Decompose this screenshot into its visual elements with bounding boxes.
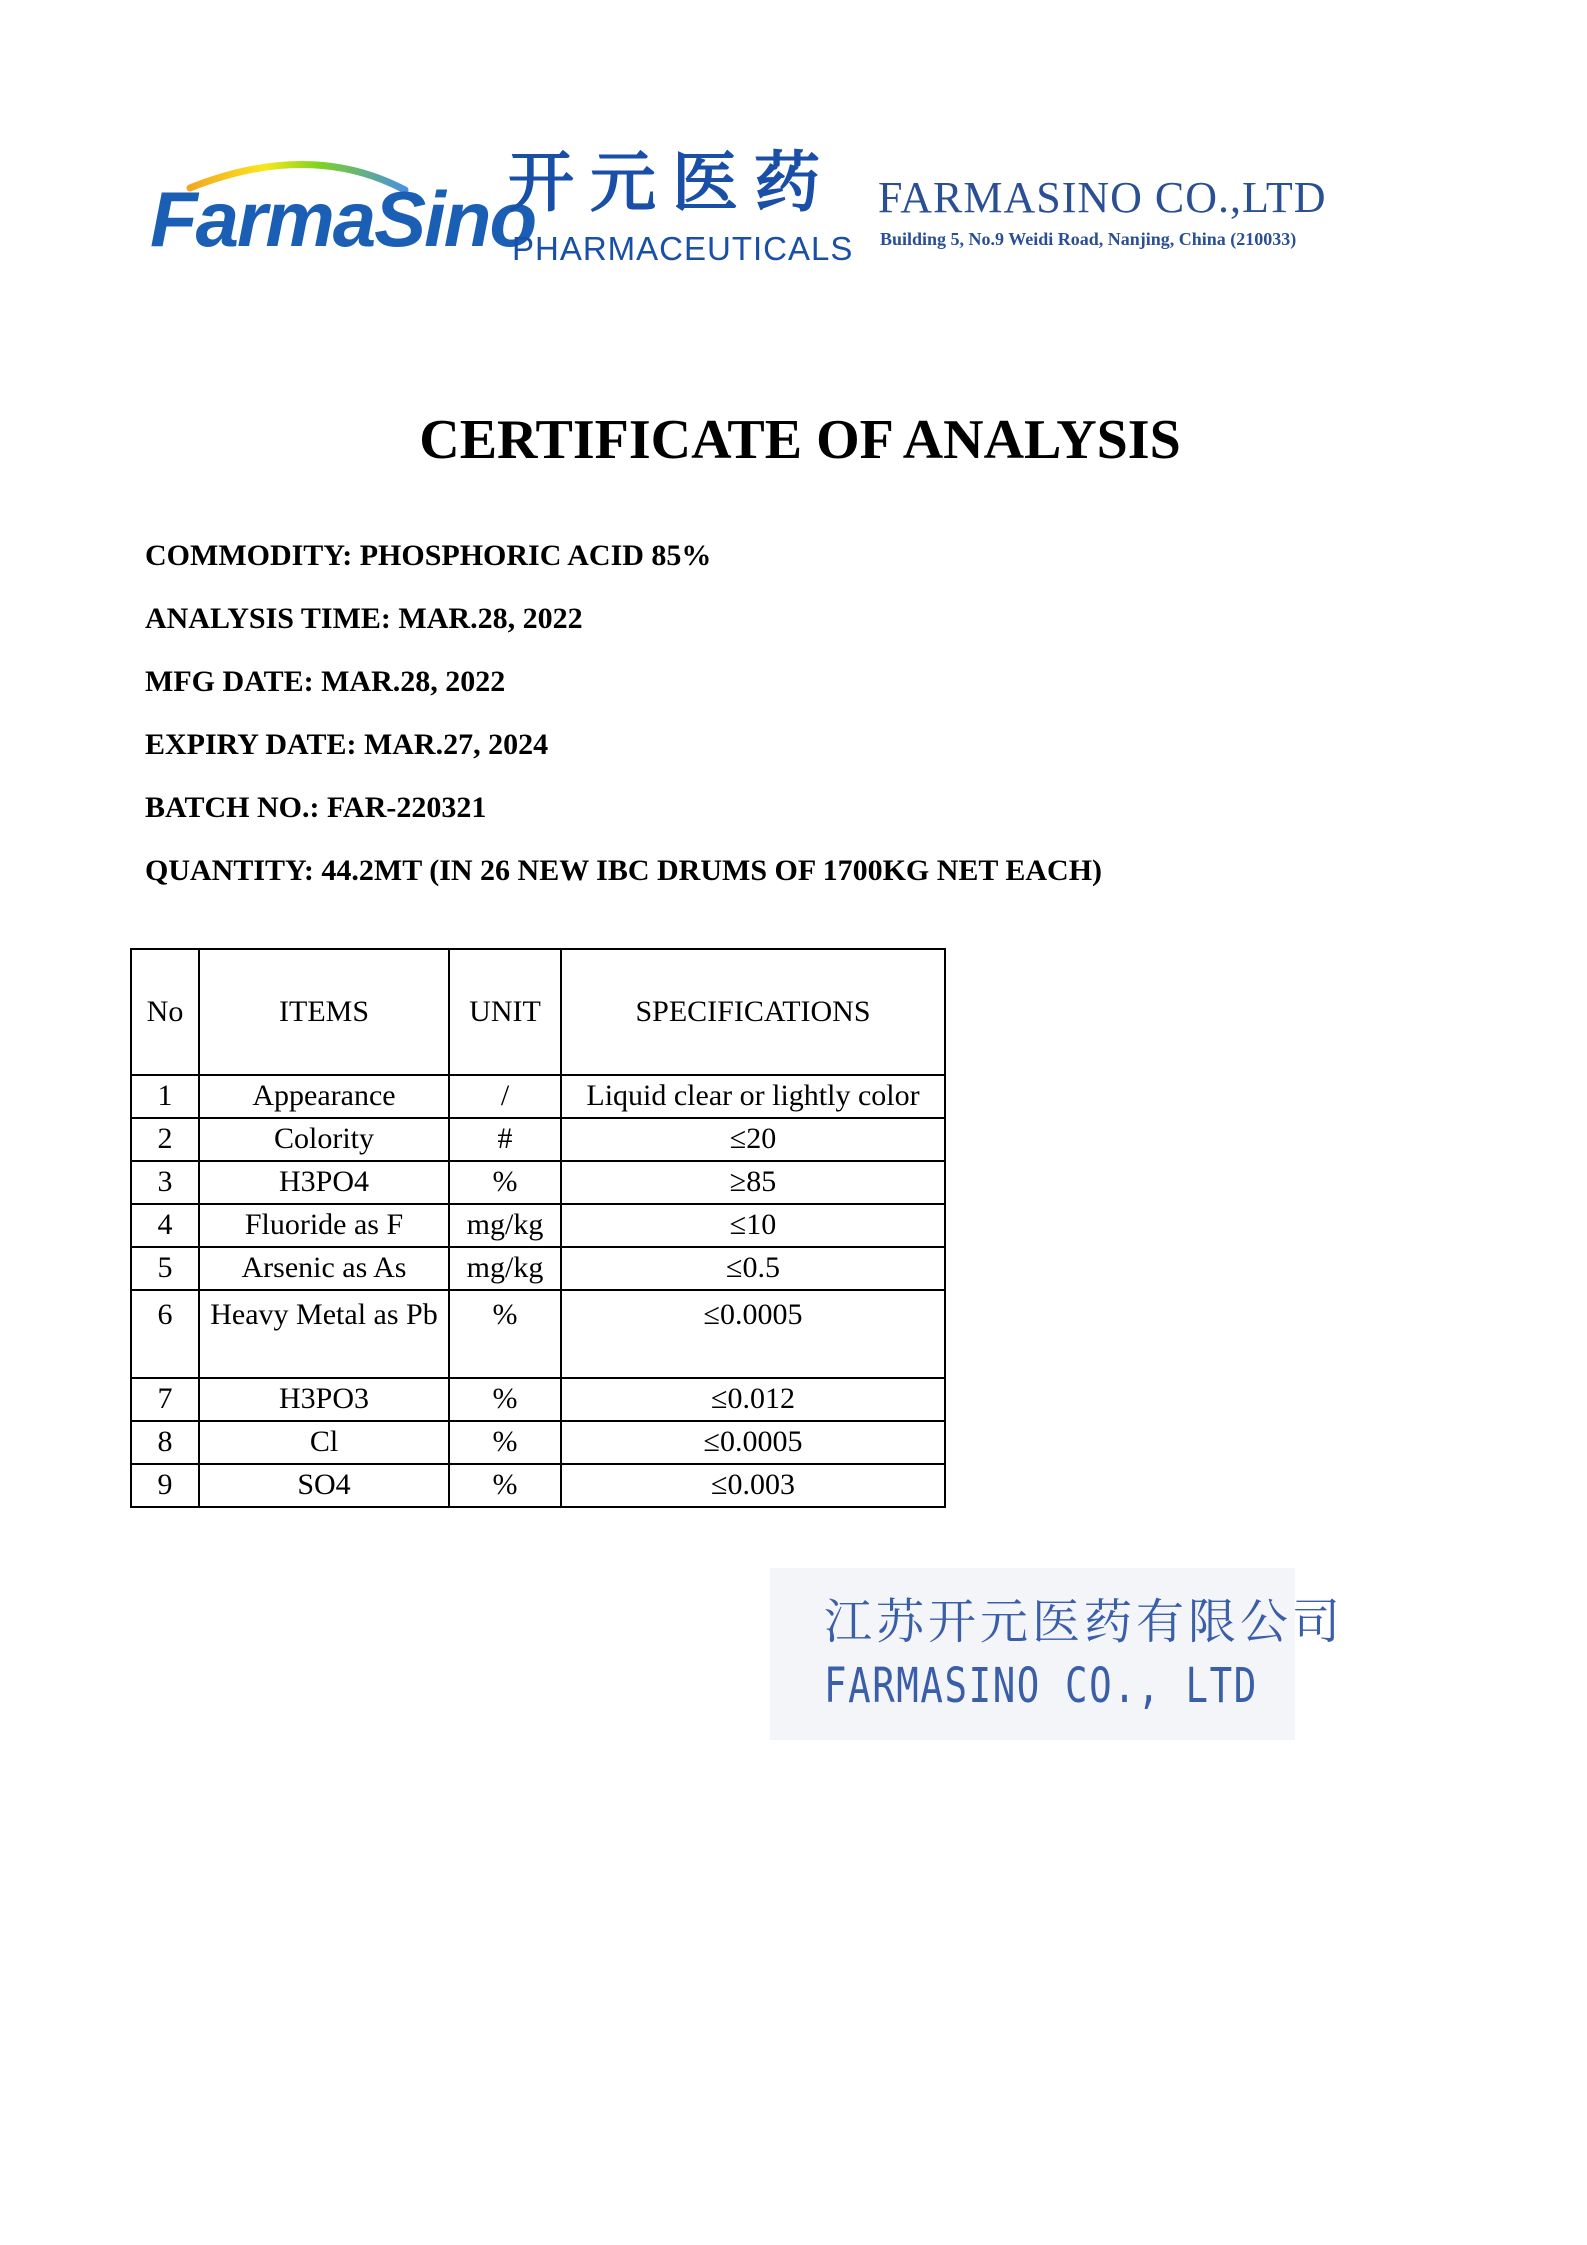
company-stamp <box>770 1568 1345 1740</box>
cell-unit: / <box>449 1075 561 1118</box>
cell-no: 1 <box>131 1075 199 1118</box>
cell-no: 2 <box>131 1118 199 1161</box>
table-row <box>131 1075 945 1118</box>
cell-item: Appearance <box>199 1075 449 1118</box>
cell-item: SO4 <box>199 1464 449 1507</box>
table-row <box>131 1118 945 1161</box>
cell-unit: # <box>449 1118 561 1161</box>
cell-no: 4 <box>131 1204 199 1247</box>
shipment-details <box>145 541 1102 919</box>
cell-spec: ≤0.012 <box>561 1378 945 1421</box>
cell-item: Colority <box>199 1118 449 1161</box>
document-title: CERTIFICATE OF ANALYSIS <box>419 409 1181 471</box>
table-row <box>131 1161 945 1204</box>
stamp-chinese-name: 江苏开元医药有限公司 <box>824 1594 1345 1650</box>
table-row <box>131 1204 945 1247</box>
cell-no: 7 <box>131 1378 199 1421</box>
cell-no: 9 <box>131 1464 199 1507</box>
cell-unit: mg/kg <box>449 1204 561 1247</box>
header-specifications: SPECIFICATIONS <box>561 949 945 1075</box>
cell-spec: ≤0.0005 <box>561 1421 945 1464</box>
cell-spec: ≤0.5 <box>561 1247 945 1290</box>
cell-spec: ≤0.0005 <box>561 1290 945 1378</box>
cell-spec: ≥85 <box>561 1161 945 1204</box>
cell-no: 5 <box>131 1247 199 1290</box>
analysis-time-line: ANALYSIS TIME: MAR.28, 2022 <box>145 602 583 635</box>
header-items: ITEMS <box>199 949 449 1075</box>
cell-unit: % <box>449 1161 561 1204</box>
logo-chinese-name: 开元医药 <box>508 144 836 221</box>
cell-unit: mg/kg <box>449 1247 561 1290</box>
cell-unit: % <box>449 1464 561 1507</box>
logo-wordmark: FarmaSino <box>150 175 536 263</box>
cell-no: 8 <box>131 1421 199 1464</box>
commodity-line: COMMODITY: PHOSPHORIC ACID 85% <box>145 539 712 572</box>
analysis-table <box>130 948 946 1508</box>
cell-spec: ≤10 <box>561 1204 945 1247</box>
letterhead <box>0 0 1587 300</box>
cell-item: Arsenic as As <box>199 1247 449 1290</box>
cell-item: Heavy Metal as Pb <box>199 1290 449 1378</box>
batch-no-line: BATCH NO.: FAR-220321 <box>145 791 487 824</box>
cell-spec: ≤0.003 <box>561 1464 945 1507</box>
cell-item: H3PO3 <box>199 1378 449 1421</box>
expiry-date-line: EXPIRY DATE: MAR.27, 2024 <box>145 728 549 761</box>
header-no: No <box>131 949 199 1075</box>
table-row <box>131 1421 945 1464</box>
table-row <box>131 1247 945 1290</box>
company-name: FARMASINO CO.,LTD <box>878 173 1327 222</box>
mfg-date-line: MFG DATE: MAR.28, 2022 <box>145 665 506 698</box>
cell-no: 6 <box>131 1290 199 1378</box>
table-row <box>131 1378 945 1421</box>
cell-item: Cl <box>199 1421 449 1464</box>
cell-no: 3 <box>131 1161 199 1204</box>
logo-pharmaceuticals: PHARMACEUTICALS <box>512 230 854 267</box>
cell-item: H3PO4 <box>199 1161 449 1204</box>
cell-unit: % <box>449 1378 561 1421</box>
cell-unit: % <box>449 1290 561 1378</box>
table-row <box>131 1290 945 1378</box>
cell-unit: % <box>449 1421 561 1464</box>
cell-item: Fluoride as F <box>199 1204 449 1247</box>
cell-spec: ≤20 <box>561 1118 945 1161</box>
quantity-line: QUANTITY: 44.2MT (IN 26 NEW IBC DRUMS OF 1700KG NET EACH) <box>145 854 1103 887</box>
company-address: Building 5, No.9 Weidi Road, Nanjing, China (210033) <box>880 229 1297 249</box>
cell-spec: Liquid clear or lightly color <box>561 1075 945 1118</box>
table-header-row <box>131 949 945 1075</box>
table-row <box>131 1464 945 1507</box>
header-unit: UNIT <box>449 949 561 1075</box>
stamp-english-name: FARMASINO CO., LTD <box>824 1658 1258 1714</box>
